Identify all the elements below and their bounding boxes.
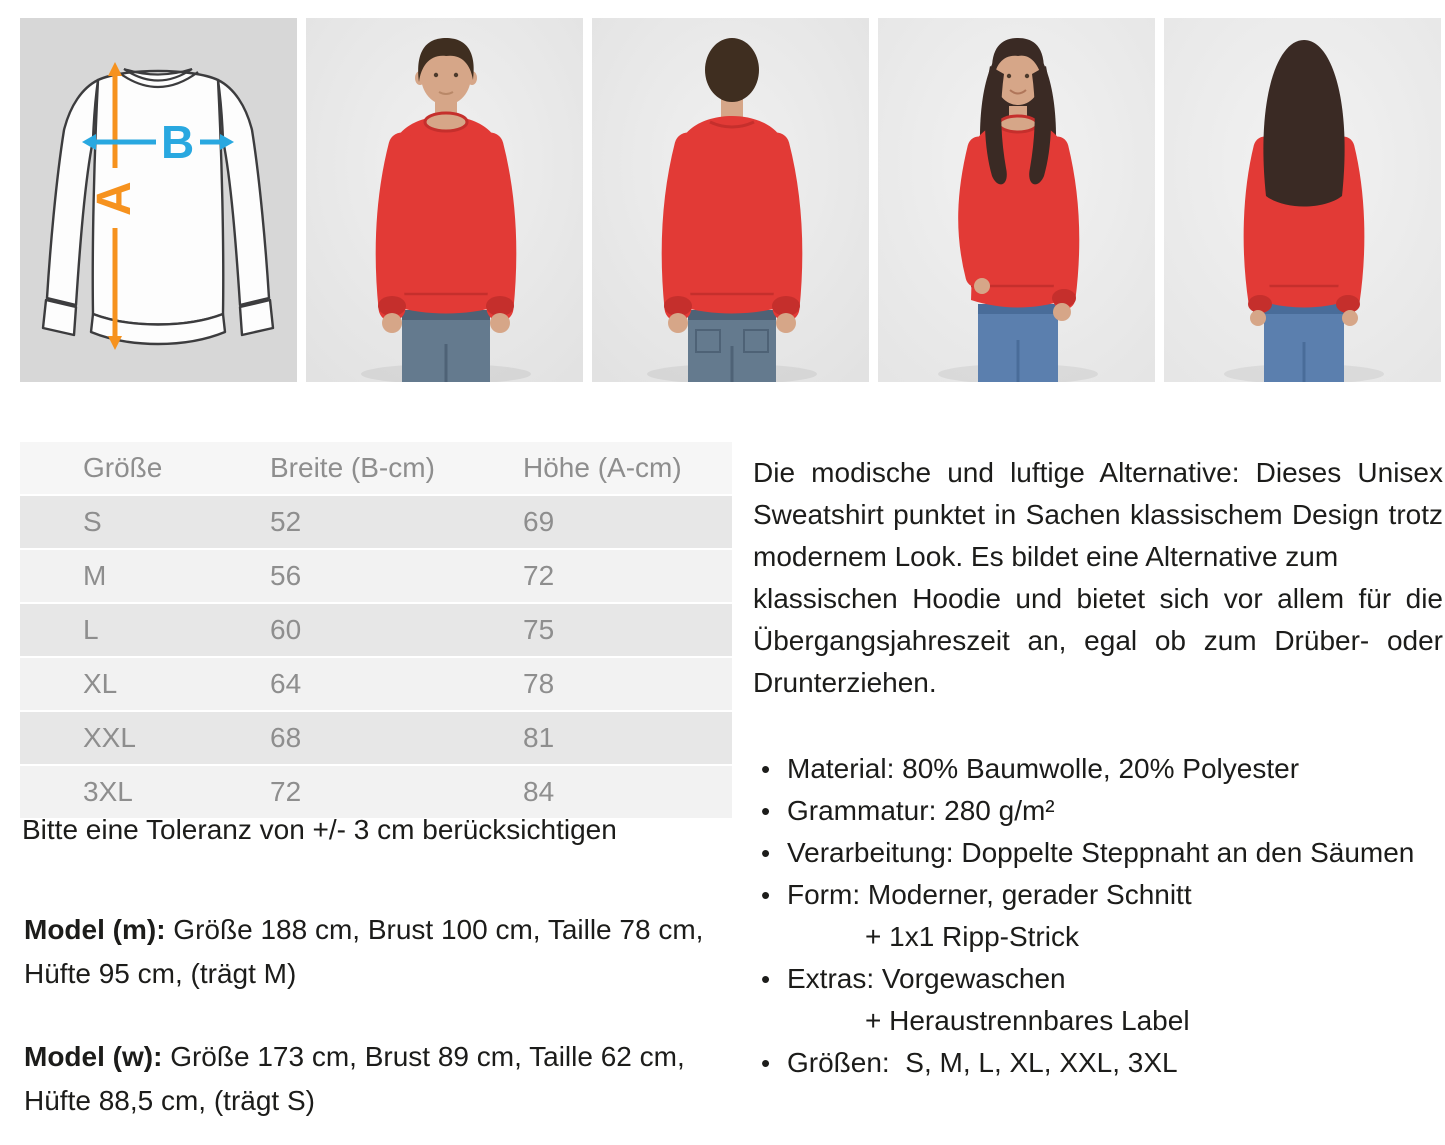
table-row — [20, 550, 732, 604]
hoehe-cell: 81 — [523, 722, 555, 753]
size-cell: XL — [83, 668, 118, 699]
bullet-icon: • — [761, 880, 771, 910]
hoehe-cell: 72 — [523, 560, 555, 591]
size-table-header — [20, 442, 732, 496]
feature-text: Verarbeitung: Doppelte Steppnaht an den Säumen — [787, 837, 1415, 868]
jeans — [1264, 304, 1344, 382]
photo-woman-back — [1164, 18, 1441, 382]
bullet-icon: • — [761, 754, 771, 784]
breite-cell: 60 — [270, 614, 302, 645]
feature-text: Grammatur: 280 g/m² — [787, 795, 1055, 826]
jeans — [402, 310, 490, 382]
size-cell: XXL — [83, 722, 136, 753]
feature-text: Form: Moderner, gerader Schnitt — [787, 879, 1192, 910]
hoehe-cell: 84 — [523, 776, 555, 807]
size-cell: S — [83, 506, 102, 537]
model-w-text: Größe 173 cm, Brust 89 cm, Taille 62 cm, Hüfte 88,5 cm, (trägt S) — [24, 1041, 685, 1116]
table-row — [20, 496, 732, 550]
hoehe-cell: 78 — [523, 668, 555, 699]
description-line: modernem Look. Es bildet eine Alternative zum — [753, 541, 1339, 572]
feature-text: + 1x1 Ripp-Strick — [865, 921, 1079, 952]
size-cell: M — [83, 560, 107, 591]
feature-item-continuation — [753, 916, 1445, 958]
width-label-b: B — [161, 116, 195, 168]
size-table-body — [20, 496, 732, 820]
jeans — [978, 304, 1058, 382]
breite-cell: 56 — [270, 560, 302, 591]
feature-item — [753, 958, 1445, 1000]
description-line: Übergangsjahreszeit an, egal ob zum Drüber- oder — [753, 625, 1443, 656]
photo-woman-front — [878, 18, 1155, 382]
table-row — [20, 658, 732, 712]
breite-cell: 52 — [270, 506, 302, 537]
feature-item — [753, 748, 1445, 790]
tolerance-note: Bitte eine Toleranz von +/- 3 cm berücksichtigen — [22, 814, 617, 845]
model-w-label: Model (w): — [24, 1041, 163, 1072]
woman-front-figure — [878, 18, 1155, 382]
bullet-icon: • — [761, 964, 771, 994]
table-row — [20, 766, 732, 820]
description-line: Sweatshirt punktet in Sachen klassischem Design trotz — [753, 499, 1443, 530]
model-w-info — [24, 1035, 729, 1123]
breite-cell: 72 — [270, 776, 302, 807]
table-row — [20, 604, 732, 658]
breite-cell: 64 — [270, 668, 302, 699]
bullet-icon: • — [761, 1048, 771, 1078]
feature-item — [753, 874, 1445, 916]
feature-text: Material: 80% Baumwolle, 20% Polyester — [787, 753, 1300, 784]
woman-back-figure — [1164, 18, 1441, 382]
description-line: Drunterziehen. — [753, 667, 937, 698]
bullet-icon: • — [761, 796, 771, 826]
header-breite: Breite (B-cm) — [270, 452, 435, 483]
man-front-figure — [306, 18, 583, 382]
feature-text: + Heraustrennbares Label — [865, 1005, 1190, 1036]
feature-item-continuation — [753, 1000, 1445, 1042]
header-groesse: Größe — [83, 452, 163, 483]
size-diagram-panel — [20, 18, 297, 382]
size-cell: L — [83, 614, 99, 645]
jeans — [688, 310, 776, 382]
bullet-icon: • — [761, 838, 771, 868]
feature-list — [753, 748, 1445, 1084]
model-m-label: Model (m): — [24, 914, 166, 945]
photo-man-front — [306, 18, 583, 382]
feature-item — [753, 1042, 1445, 1084]
feature-text: Extras: Vorgewaschen — [787, 963, 1066, 994]
size-cell: 3XL — [83, 776, 133, 807]
hoehe-cell: 75 — [523, 614, 555, 645]
header-hoehe: Höhe (A-cm) — [523, 452, 682, 483]
feature-item — [753, 790, 1445, 832]
height-label-a: A — [88, 181, 141, 216]
size-table — [20, 442, 732, 820]
sweatshirt-measurement-diagram — [20, 18, 297, 382]
breite-cell: 68 — [270, 722, 302, 753]
model-m-info — [24, 908, 729, 996]
description-line: klassischen Hoodie und bietet sich vor allem für die — [753, 583, 1443, 614]
man-back-figure — [592, 18, 869, 382]
table-row — [20, 712, 732, 766]
description-line: Die modische und luftige Alternative: Dieses Unisex — [753, 457, 1443, 488]
feature-text: Größen: S, M, L, XL, XXL, 3XL — [787, 1047, 1178, 1078]
feature-item — [753, 832, 1445, 874]
product-description — [753, 452, 1443, 704]
model-m-text: Größe 188 cm, Brust 100 cm, Taille 78 cm, Hüfte 95 cm, (trägt M) — [24, 914, 704, 989]
hoehe-cell: 69 — [523, 506, 555, 537]
photo-man-back — [592, 18, 869, 382]
